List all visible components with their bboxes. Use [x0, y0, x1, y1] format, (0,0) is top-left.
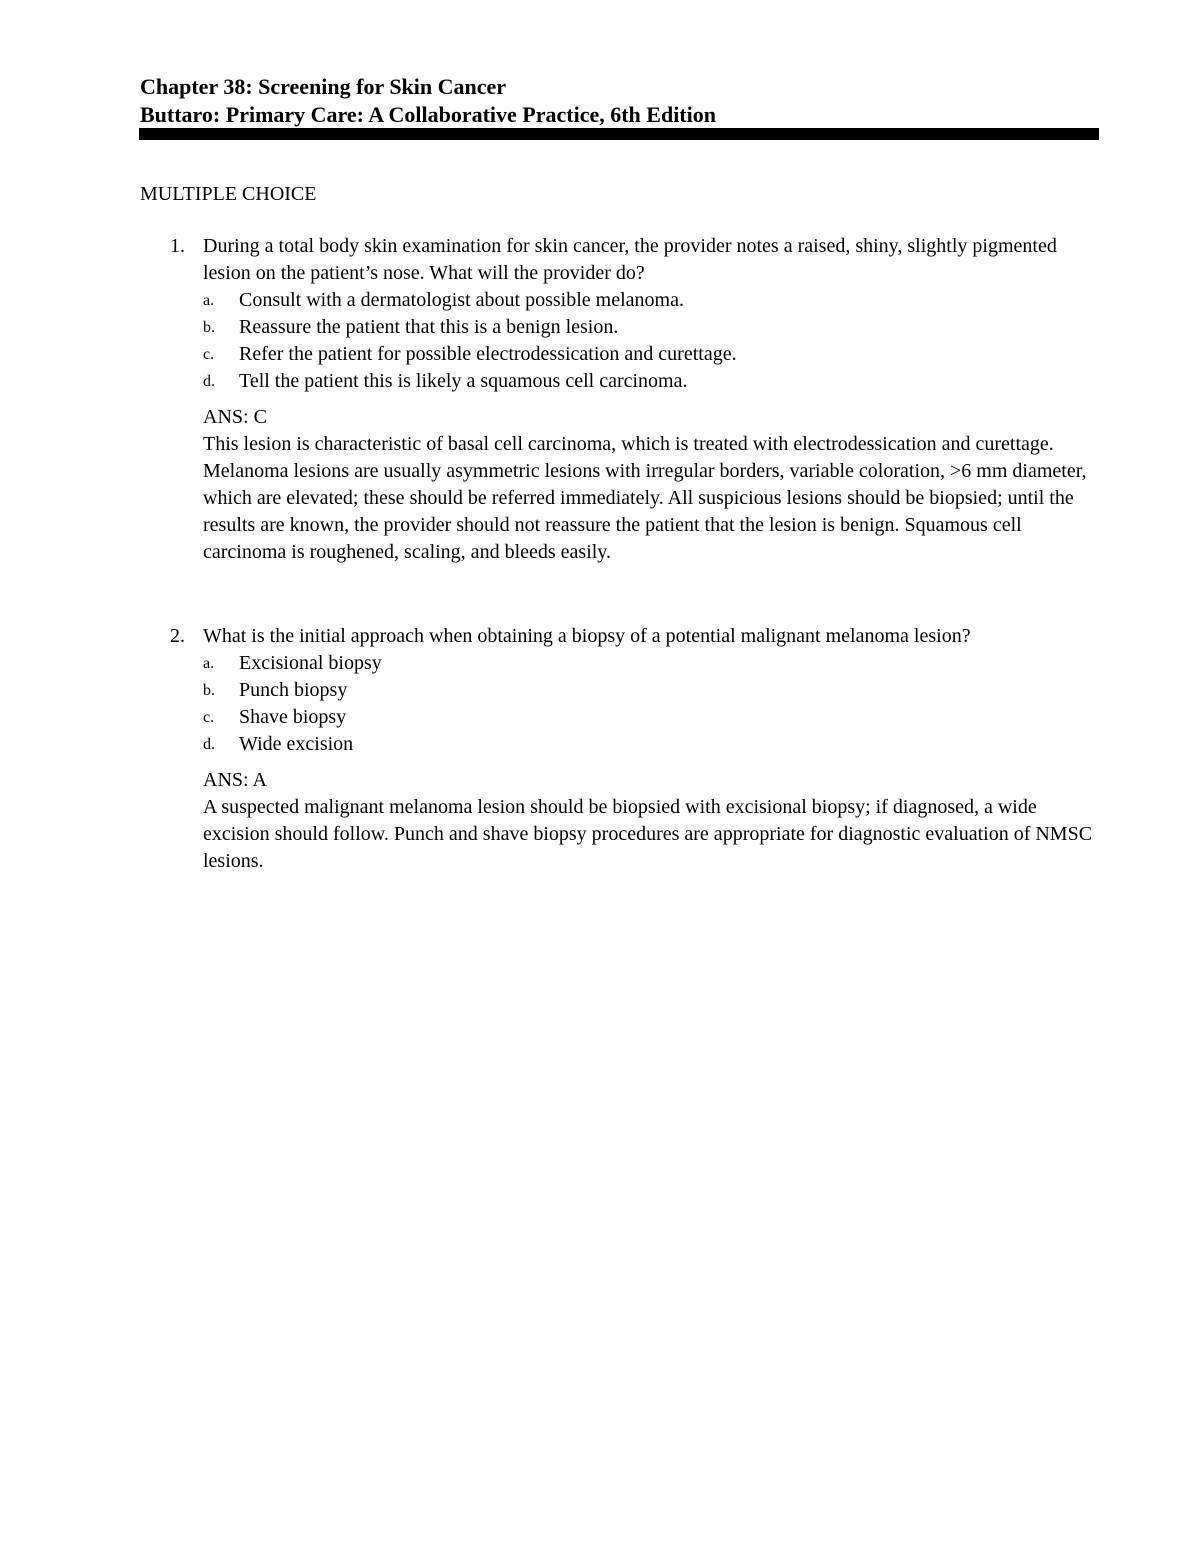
- question-number: 1.: [170, 235, 185, 257]
- option-b: [203, 677, 1100, 704]
- option-letter: d.: [203, 373, 215, 390]
- book-subtitle: Buttaro: Primary Care: A Collaborative Practice, 6th Edition: [140, 102, 716, 127]
- question-1: [140, 233, 1100, 566]
- option-c: [203, 341, 1100, 368]
- question-2: [140, 623, 1100, 875]
- answer-key: ANS: C: [203, 406, 267, 428]
- option-letter: a.: [203, 655, 215, 672]
- option-d: [203, 368, 1100, 395]
- option-letter: a.: [203, 292, 215, 309]
- option-text: Tell the patient this is likely a squamous cell carcinoma.: [239, 370, 688, 392]
- section-heading: MULTIPLE CHOICE: [140, 183, 317, 205]
- option-c: [203, 704, 1100, 731]
- option-text: Refer the patient for possible electrodessication and curettage.: [239, 343, 737, 365]
- option-a: [203, 650, 1100, 677]
- question-stem: During a total body skin examination for skin cancer, the provider notes a raised, shiny, slightly pigmented lesion on the patient’s nose. What will the provider do?: [203, 235, 1057, 284]
- chapter-title: Chapter 38: Screening for Skin Cancer: [140, 74, 507, 99]
- option-text: Excisional biopsy: [239, 652, 382, 674]
- answer-rationale: A suspected malignant melanoma lesion should be biopsied with excisional biopsy; if diagnosed, a wide excision should follow. Punch and shave biopsy procedures are appropriate for diagnostic evaluation of NMSC lesions.: [203, 796, 1093, 872]
- option-letter: c.: [203, 709, 215, 726]
- question-number: 2.: [170, 625, 185, 647]
- question-row: [140, 623, 1100, 875]
- option-letter: c.: [203, 346, 215, 363]
- question-stem: What is the initial approach when obtaining a biopsy of a potential malignant melanoma lesion?: [203, 625, 971, 647]
- answer-options: [203, 287, 1100, 395]
- answer-options: [203, 650, 1100, 758]
- option-text: Shave biopsy: [239, 706, 347, 728]
- option-text: Punch biopsy: [239, 679, 348, 701]
- question-row: [140, 233, 1100, 566]
- option-letter: b.: [203, 319, 215, 336]
- option-letter: b.: [203, 682, 215, 699]
- answer-rationale: This lesion is characteristic of basal cell carcinoma, which is treated with electrodessication and curettage. Melanoma lesions are usually asymmetric lesions with irregular borders, variable coloration, >6 mm diameter, which are elevated; these should be referred immediately. All suspicious lesions should be biopsied; until the results are known, the provider should not reassure the patient that the lesion is benign. Squamous cell carcinoma is roughened, scaling, and bleeds easily.: [203, 433, 1087, 563]
- option-b: [203, 314, 1100, 341]
- answer-key: ANS: A: [203, 769, 267, 791]
- option-text: Consult with a dermatologist about possible melanoma.: [239, 289, 684, 311]
- option-letter: d.: [203, 736, 215, 753]
- header-rule: [139, 128, 1099, 140]
- option-a: [203, 287, 1100, 314]
- option-text: Wide excision: [239, 733, 354, 755]
- option-d: [203, 731, 1100, 758]
- option-text: Reassure the patient that this is a benign lesion.: [239, 316, 619, 338]
